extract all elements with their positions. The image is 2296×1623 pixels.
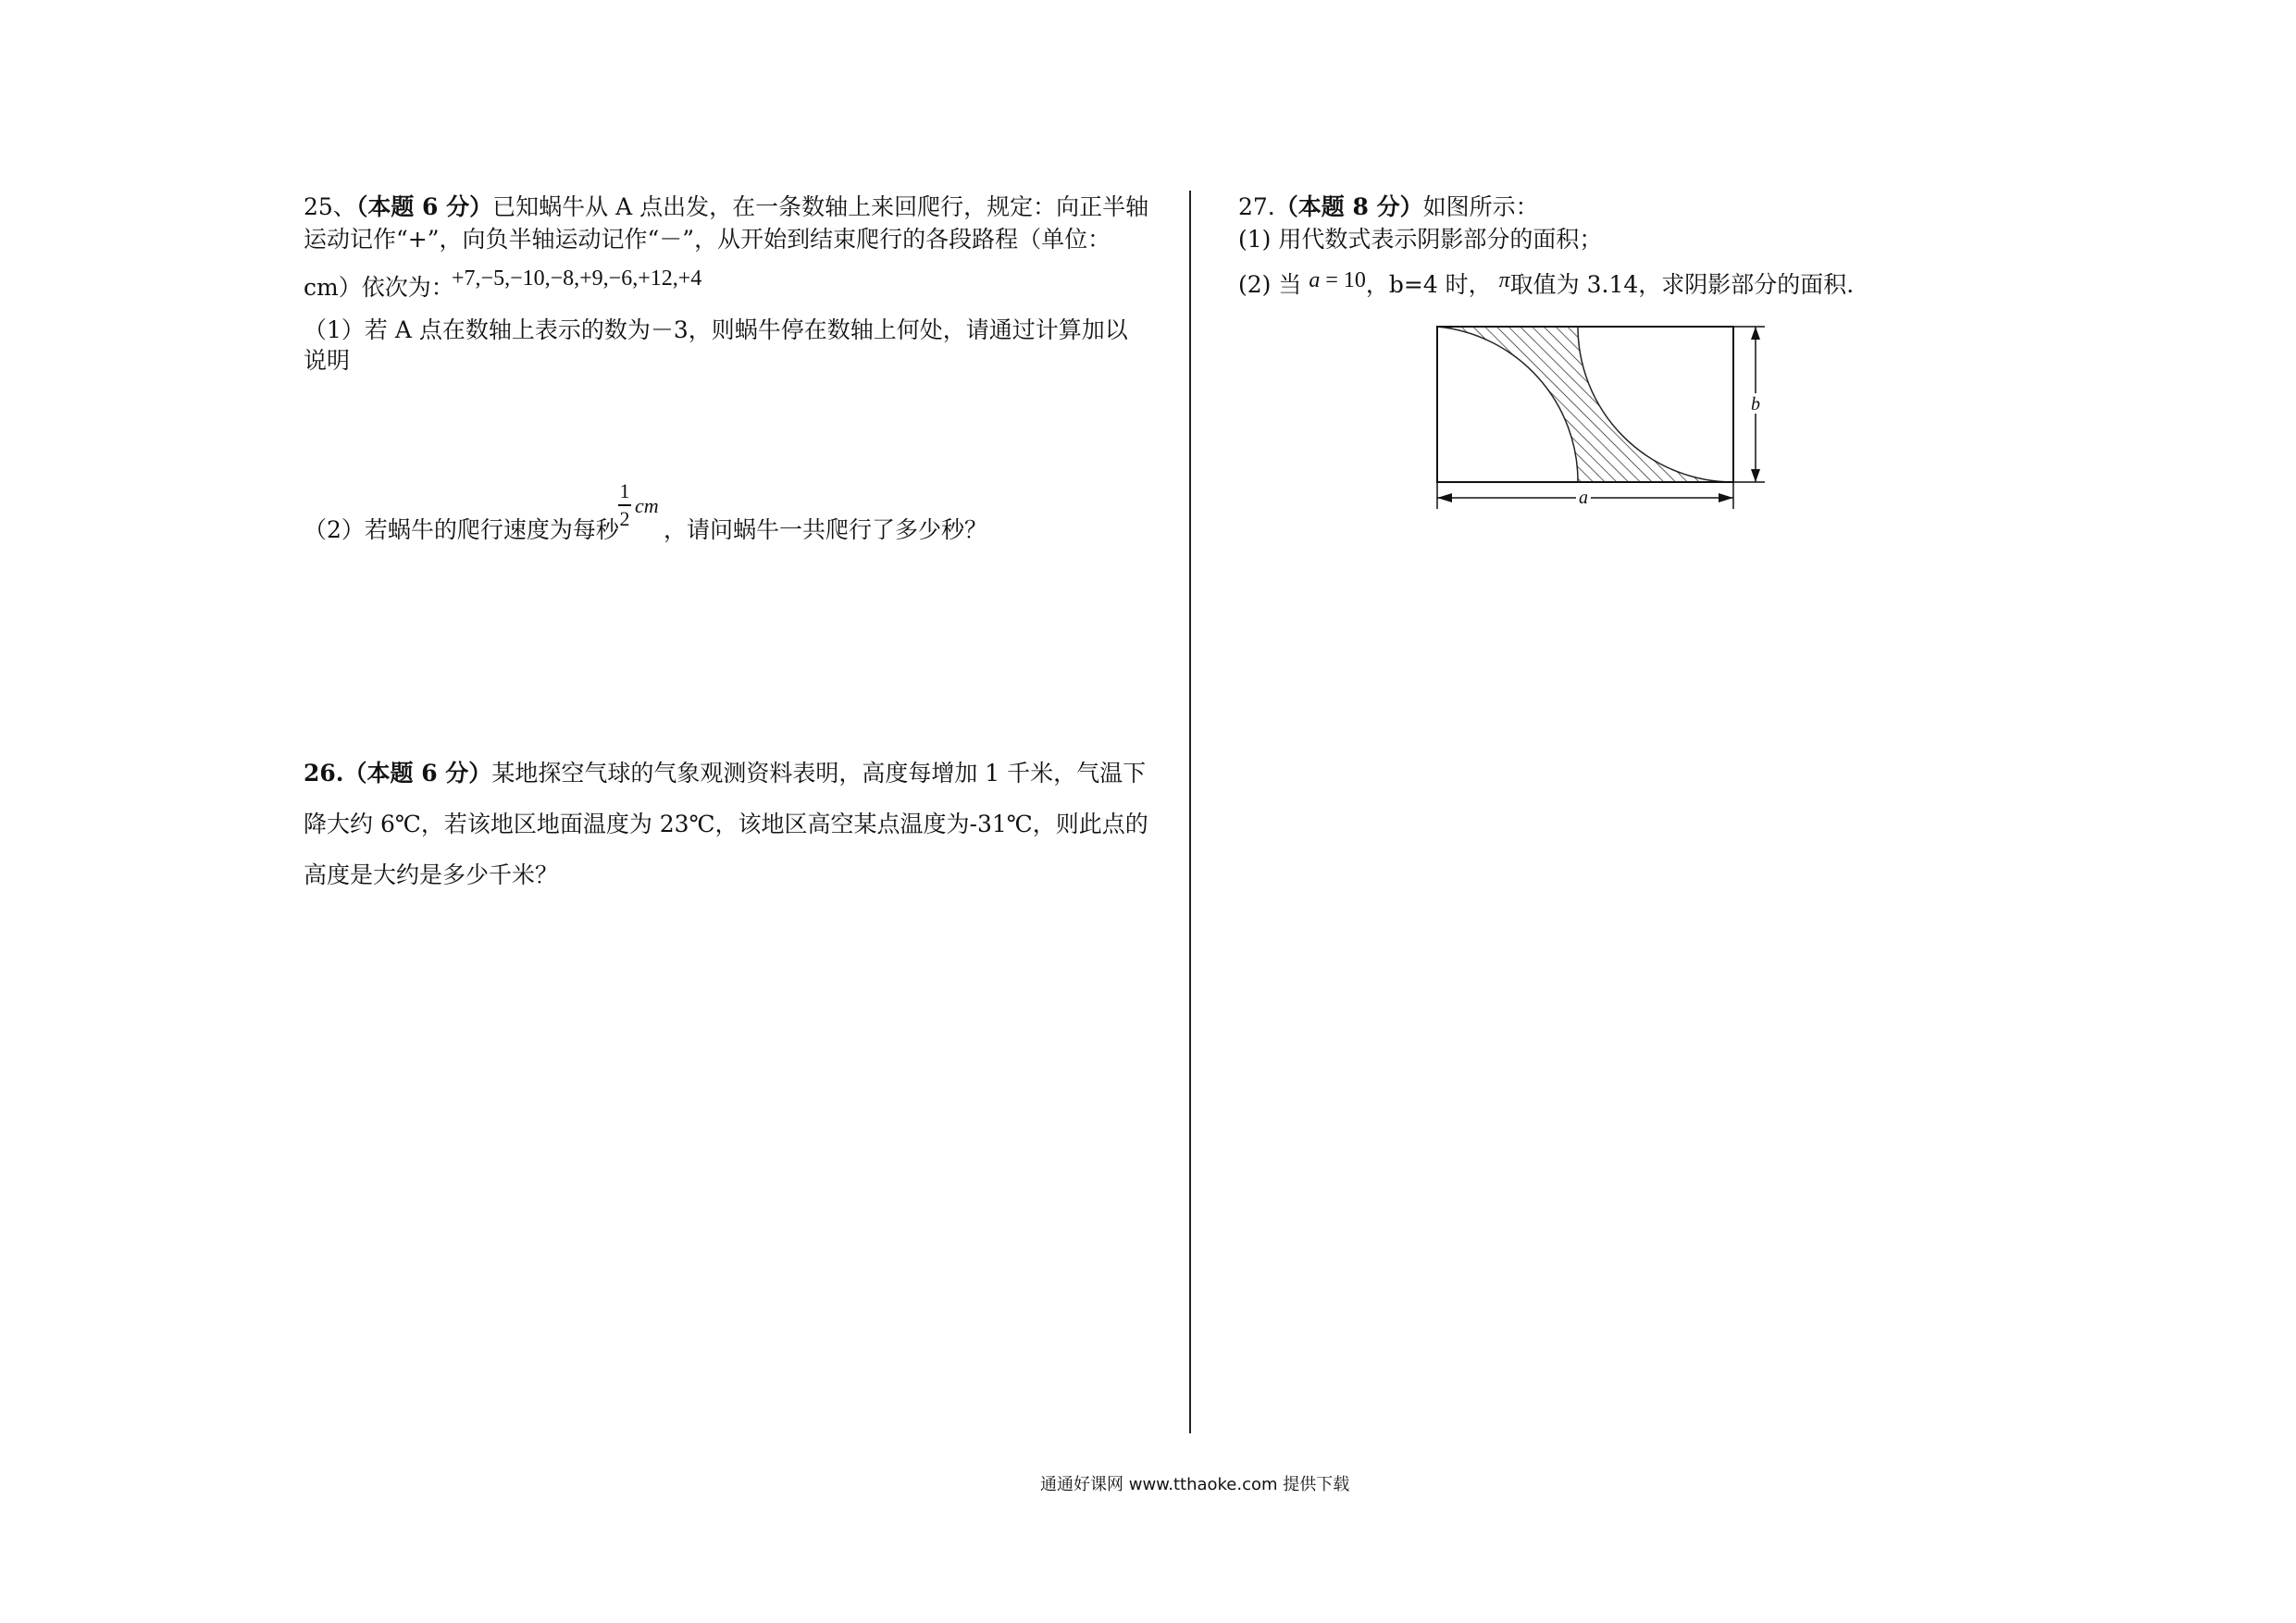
- q25-points: （本题 6 分）: [355, 193, 493, 220]
- q26-line2: 降大约 6℃，若该地区地面温度为 23℃，该地区高空某点温度为-31℃，则此点的: [304, 811, 1148, 837]
- q25-number: 25、: [304, 193, 356, 220]
- q27-line1: [1238, 195, 1539, 218]
- q25-part2-suffix: ，请问蜗牛一共爬行了多少秒？: [664, 516, 988, 543]
- q25-sequence: +7,−5,−10,−8,+9,−6,+12,+4: [452, 266, 702, 291]
- figure-label-b: b: [1751, 394, 1760, 415]
- q26-number: 26.: [304, 760, 344, 787]
- q26-line3: 高度是大约是多少千米？: [304, 861, 559, 888]
- q27-points: （本题 8 分）: [1274, 193, 1423, 220]
- shaded-region-figure: [1430, 319, 1781, 518]
- q27-part1: (1) 用代数式表示阴影部分的面积；: [1238, 226, 1603, 253]
- q27-number: 27.: [1238, 193, 1275, 220]
- q26-line1: [304, 762, 1146, 785]
- q25-line3: [304, 276, 454, 299]
- q27-part2-c: 取值为 3.14，求阴影部分的面积.: [1509, 271, 1855, 298]
- q25-line2: 运动记作“+”，向负半轴运动记作“－”，从开始到结束爬行的各段路程（单位：: [304, 226, 1111, 253]
- q27-part2-a: (2) 当: [1238, 271, 1302, 298]
- q27-intro: 如图所示：: [1422, 193, 1539, 220]
- q26-points: （本题 6 分）: [343, 760, 492, 787]
- q25-speed-denominator: 2: [619, 506, 630, 530]
- q26-text-line1: 某地探空气球的气象观测资料表明，高度每增加 1 千米，气温下: [491, 760, 1147, 787]
- figure-label-a: a: [1579, 488, 1588, 508]
- q25-text-line1: 已知蜗牛从 A 点出发，在一条数轴上来回爬行，规定：向正半轴: [492, 193, 1149, 220]
- column-divider: [1189, 191, 1191, 1433]
- q25-part1-line1: （1）若 A 点在数轴上表示的数为－3，则蜗牛停在数轴上何处，请通过计算加以: [304, 316, 1128, 343]
- q27-part2: [1238, 268, 1855, 298]
- shaded-region: [1437, 327, 1733, 482]
- footer: 通通好课网 www.tthaoke.com 提供下载: [1040, 1475, 1350, 1494]
- q25-part1-line2: 说明: [304, 347, 351, 374]
- q27-a-symbol: a: [1309, 268, 1321, 292]
- q25-speed-numerator: 1: [619, 479, 630, 502]
- q25-part2-prefix: （2）若蜗牛的爬行速度为每秒: [304, 516, 619, 543]
- q25-speed-fraction: [618, 481, 631, 529]
- q27-pi-symbol: π: [1498, 268, 1510, 292]
- q25-speed-unit: cm: [635, 494, 659, 517]
- fraction-bar: [618, 504, 631, 506]
- q27-a-value: = 10: [1320, 268, 1366, 292]
- q25-line1: [304, 195, 1148, 218]
- q27-part2-b: ，b=4 时，: [1365, 271, 1492, 298]
- q25-line3-prefix: cm）依次为：: [304, 274, 454, 301]
